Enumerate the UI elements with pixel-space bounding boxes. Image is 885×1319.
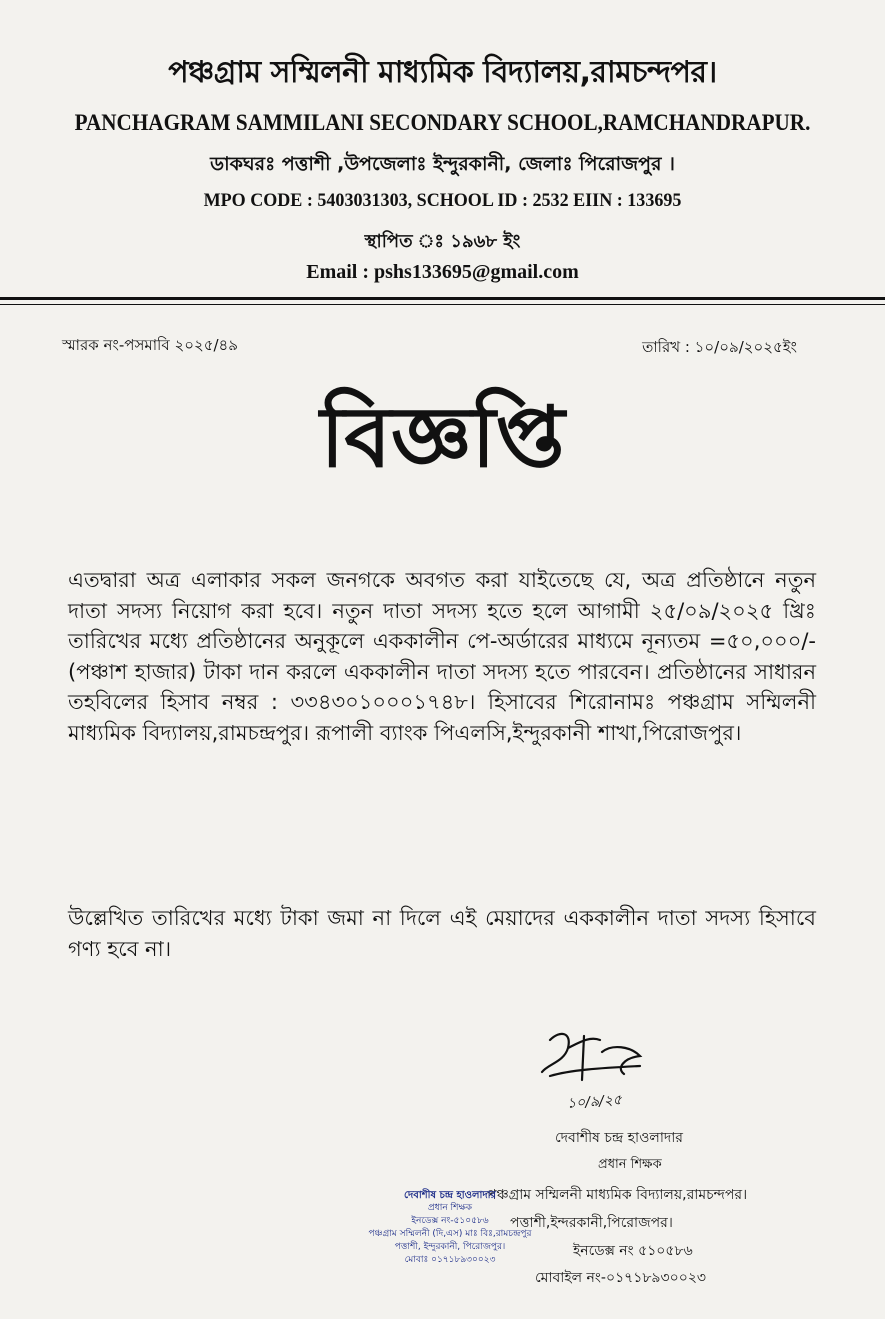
signatory-mobile: মোবাইল নং-০১৭১৮৯৩০০২৩ [535, 1270, 707, 1286]
stamp-mobile: মোবাঃ ০১৭১৮৯৩০০২৩ [404, 1255, 496, 1265]
notice-paragraph-2: উল্লেখিত তারিখের মধ্যে টাকা জমা না দিলে এই মেয়াদের এককালীন দাতা সদস্য হিসাবে গণ্য হবে না। [68, 906, 816, 961]
header-divider-thin [0, 304, 885, 305]
school-email: Email : pshs133695@gmail.com [306, 261, 579, 283]
header-divider-thick [0, 297, 885, 300]
stamp-designation: প্রধান শিক্ষক [427, 1203, 473, 1213]
stamp-address: পত্তাশী, ইন্দুরকানী, পিরোজপুর। [394, 1242, 506, 1252]
stamp-name: দেবাশীষ চন্দ্র হাওলাদার [403, 1190, 497, 1201]
handwritten-signature [520, 1022, 670, 1097]
signatory-designation: প্রধান শিক্ষক [598, 1157, 662, 1172]
signatory-index: ইনডেক্স নং ৫১০৫৮৬ [573, 1243, 693, 1259]
signatory-school: পঞ্চগ্রাম সম্মিলনী মাধ্যমিক বিদ্যালয়,রামচন্দপর। [487, 1187, 748, 1203]
signatory-address: পত্তাশী,ইন্দরকানী,পিরোজপর। [510, 1215, 673, 1231]
stamp-school: পঞ্চগ্রাম সম্মিলনী (দি,এস) মাঃ বিঃ,রামচন্দ্রপুর [368, 1229, 532, 1239]
signatory-name: দেবাশীষ চন্দ্র হাওলাদার [555, 1130, 684, 1146]
school-codes: MPO CODE : 5403031303, SCHOOL ID : 2532 EIIN : 133695 [203, 190, 682, 211]
notice-paragraph-1: এতদ্বারা অত্র এলাকার সকল জনগকে অবগত করা যাইতেছে যে, অত্র প্রতিষ্ঠানে নতুন দাতা সদস্য নিয়োগ করা হবে। নতুন দাতা সদস্য হতে হলে আগামী ২৫/০৯/২০২৫ খ্রিঃ তারিখের মধ্যে প্রতিষ্ঠানের অনুকূলে এককালীন পে-অর্ডারের মাধ্যমে নূন্যতম =৫০,০০০/- (পঞ্চাশ হাজার) টাকা দান করলে এককালীন দাতা সদস্য হতে পারবেন। প্রতিষ্ঠানের সাধারন তহবিলের হিসাব নম্বর : ৩৩৪৩০১০০০১৭৪৮। হিসাবের শিরোনামঃ পঞ্চগ্রাম সম্মিলনী মাধ্যমিক বিদ্যালয়,রামচন্দ্রপুর। রূপালী ব্যাংক পিএলসি,ইন্দুরকানী শাখা,পিরোজপুর। [68, 568, 816, 745]
established-year: স্থাপিত ঃ ১৯৬৮ ইং [364, 231, 521, 252]
school-name-bangla: পঞ্চগ্রাম সম্মিলনী মাধ্যমিক বিদ্যালয়,রামচন্দপর। [168, 55, 717, 90]
school-name-english: PANCHAGRAM SAMMILANI SECONDARY SCHOOL,RAMCHANDRAPUR. [74, 110, 811, 135]
memo-reference: স্মারক নং-পসমাবি ২০২৫/৪৯ [62, 336, 238, 354]
notice-date: তারিখ : ১০/০৯/২০২৫ইং [642, 338, 797, 356]
school-address: ডাকঘরঃ পত্তাশী ,উপজেলাঃ ইন্দুরকানী, জেলাঃ পিরোজপুর । [210, 153, 675, 175]
notice-title: বিজ্ঞপ্তি [320, 388, 565, 486]
signature-date: ১০/৯/২৫ [566, 1092, 623, 1112]
stamp-index: ইনডেক্স নং-৫১০৫৮৬ [411, 1216, 489, 1226]
official-stamp [360, 1189, 540, 1267]
